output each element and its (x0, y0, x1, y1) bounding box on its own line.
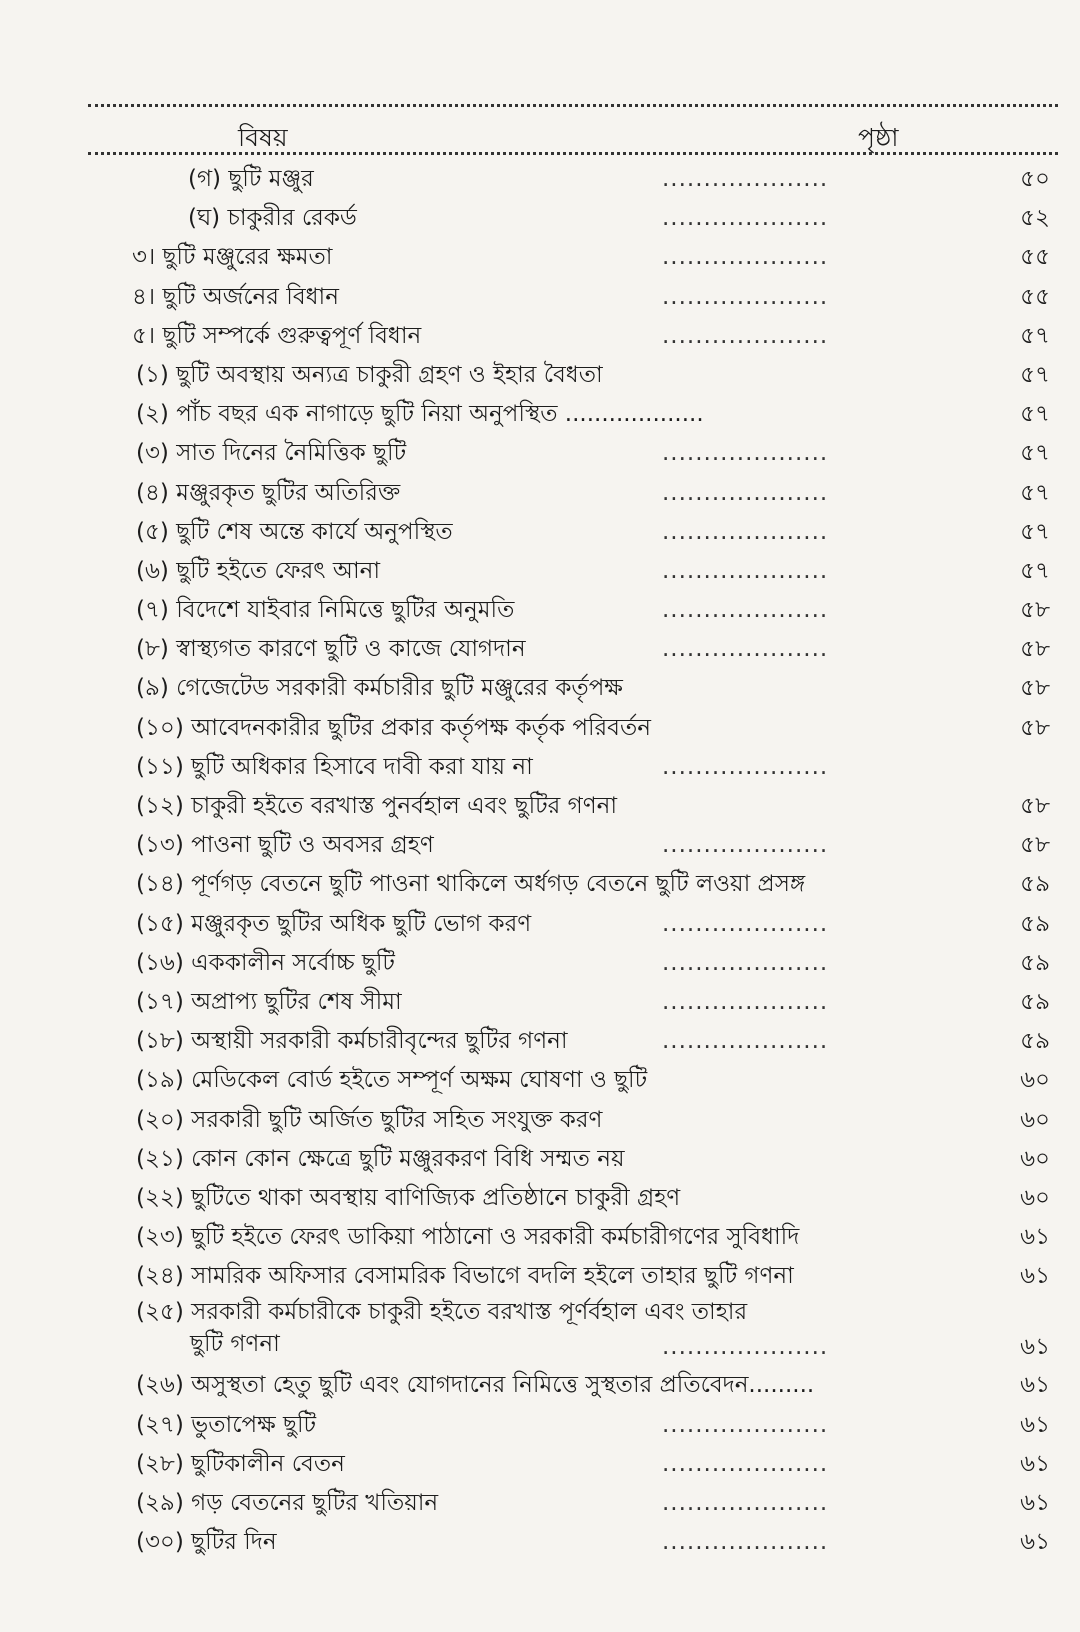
entry-page: ৬১ (1020, 1372, 1050, 1399)
entry-leader: .................... (662, 557, 829, 584)
toc-entry (0, 513, 1080, 552)
toc-entries (0, 160, 1080, 1562)
entry-label: (১৮) অস্থায়ী সরকারী কর্মচারীবৃন্দের ছুটির গণনা (136, 1028, 568, 1055)
entry-page: ৬১ (1020, 1529, 1050, 1556)
entry-leader: .................... (662, 479, 829, 506)
entry-page: ৫৯ (1020, 1028, 1050, 1055)
entry-leader: .................... (662, 1450, 829, 1477)
toc-entry (0, 238, 1080, 277)
entry-label: (৬) ছুটি হইতে ফেরৎ আনা (136, 557, 381, 584)
toc-entry (0, 865, 1080, 904)
entry-leader: .................... (662, 1028, 829, 1055)
toc-entry (0, 591, 1080, 630)
entry-label: (১৫) মঞ্জুরকৃত ছুটির অধিক ছুটি ভোগ করণ (136, 910, 532, 937)
entry-label: (১) ছুটি অবস্থায় অন্যত্র চাকুরী গ্রহণ ও ইহার বৈধতা (136, 361, 603, 388)
entry-page: ৫৮ (1020, 793, 1050, 819)
toc-entry (0, 278, 1080, 317)
entry-page: ৬১ (1020, 1490, 1050, 1516)
entry-leader: .................... (662, 753, 829, 780)
entry-label: ৫। ছুটি সম্পর্কে গুরুত্বপূর্ণ বিধান (132, 322, 422, 349)
entry-leader: .................... (662, 910, 829, 937)
entry-label: (৭) বিদেশে যাইবার নিমিত্তে ছুটির অনুমতি (136, 597, 515, 624)
entry-label: (৯) গেজেটেড সরকারী কর্মচারীর ছুটি মঞ্জুরের কর্তৃপক্ষ (136, 675, 623, 702)
toc-entry (0, 1061, 1080, 1100)
entry-page: ৬০ (1020, 1145, 1050, 1172)
entry-page: ৬০ (1020, 1184, 1050, 1211)
toc-entry (0, 1179, 1080, 1218)
toc-entry (0, 1140, 1080, 1179)
toc-entry (0, 905, 1080, 944)
toc-entry (0, 1296, 1080, 1366)
entry-label: (ঘ) চাকুরীর রেকর্ড (188, 205, 357, 232)
entry-page: ৫২ (1020, 205, 1050, 232)
entry-page: ৬১ (1020, 1450, 1050, 1477)
entry-leader: .................... (662, 832, 829, 859)
entry-page: ৫৯ (1020, 910, 1050, 937)
entry-page: ৫০ (1020, 166, 1050, 192)
entry-page: ৫৫ (1020, 283, 1050, 310)
entry-leader: .................... (662, 988, 829, 1015)
entry-page: ৬১ (1020, 1263, 1050, 1290)
toc-entry (0, 1484, 1080, 1523)
header-dotted-rule (88, 152, 1058, 155)
entry-label: (১৯) মেডিকেল বোর্ড হইতে সম্পূর্ণ অক্ষম ঘোষণা ও ছুটি (136, 1067, 648, 1094)
toc-entry (0, 317, 1080, 356)
toc-entry (0, 709, 1080, 748)
toc-entry (0, 199, 1080, 238)
toc-entry (0, 434, 1080, 473)
toc-entry (0, 1523, 1080, 1562)
entry-label: (২৩) ছুটি হইতে ফেরৎ ডাকিয়া পাঠানো ও সরকারী কর্মচারীগণের সুবিধাদি (136, 1224, 800, 1251)
entry-label: (৪) মঞ্জুরকৃত ছুটির অতিরিক্ত (136, 479, 401, 506)
entry-label: (২৮) ছুটিকালীন বেতন (136, 1450, 345, 1477)
toc-entry (0, 356, 1080, 395)
entry-page: ৫৮ (1020, 832, 1050, 859)
entry-label: (৫) ছুটি শেষ অন্তে কার্যে অনুপস্থিত (136, 518, 453, 545)
toc-entry (0, 552, 1080, 591)
entry-label: (২০) সরকারী ছুটি অর্জিত ছুটির সহিত সংযুক্ত করণ (136, 1106, 603, 1133)
entry-label: (২১) কোন কোন ক্ষেত্রে ছুটি মঞ্জুরকরণ বিধি সম্মত নয় (136, 1145, 625, 1172)
entry-leader: .................... (662, 1490, 829, 1516)
toc-entry (0, 474, 1080, 513)
entry-label-line2: ছুটি গণনা (190, 1331, 280, 1358)
entry-page: ৫৭ (1020, 322, 1050, 349)
entry-label: (৩০) ছুটির দিন (136, 1529, 277, 1556)
entry-page: ৬১ (1020, 1224, 1050, 1251)
entry-page: ৫৭ (1020, 557, 1050, 584)
entry-leader: .................... (662, 1334, 829, 1361)
entry-page: ৫৯ (1020, 949, 1050, 976)
entry-label: (২২) ছুটিতে থাকা অবস্থায় বাণিজ্যিক প্রতিষ্ঠানে চাকুরী গ্রহণ (136, 1184, 681, 1211)
entry-leader: .................... (662, 636, 829, 663)
toc-entry (0, 1101, 1080, 1140)
entry-label: (১৩) পাওনা ছুটি ও অবসর গ্রহণ (136, 832, 434, 859)
entry-leader: .................... (662, 244, 829, 271)
entry-page: ৫৫ (1020, 244, 1050, 271)
toc-entry (0, 1218, 1080, 1257)
entry-label: (১০) আবেদনকারীর ছুটির প্রকার কর্তৃপক্ষ কর্তৃক পরিবর্তন (136, 714, 651, 741)
entry-leader: .................... (662, 166, 829, 192)
toc-entry (0, 669, 1080, 708)
entry-leader: .................... (662, 1529, 829, 1556)
toc-entry (0, 826, 1080, 865)
toc-entry (0, 787, 1080, 826)
entry-label: (২৬) অসুস্থতা হেতু ছুটি এবং যোগদানের নিমিত্তে সুস্থতার প্রতিবেদন......... (136, 1372, 815, 1399)
entry-page: ৫৯ (1020, 988, 1050, 1015)
toc-entry (0, 160, 1080, 199)
entry-label: (২৪) সামরিক অফিসার বেসামরিক বিভাগে বদলি হইলে তাহার ছুটি গণনা (136, 1263, 794, 1290)
entry-page: ৫৮ (1020, 636, 1050, 663)
entry-page: ৫৭ (1020, 361, 1050, 388)
toc-entry (0, 1445, 1080, 1484)
toc-entry (0, 1257, 1080, 1296)
header-subject: বিষয় (238, 123, 288, 152)
toc-entry (0, 748, 1080, 787)
entry-label (136, 1296, 747, 1360)
entry-leader: .................... (662, 283, 829, 310)
entry-label: (৩) সাত দিনের নৈমিত্তিক ছুটি (136, 440, 407, 467)
toc-entry (0, 1406, 1080, 1445)
entry-leader: .................... (662, 322, 829, 349)
entry-leader: .................... (662, 949, 829, 976)
entry-page: ৫৭ (1020, 518, 1050, 545)
toc-entry (0, 1366, 1080, 1405)
entry-label: (২) পাঁচ বছর এক নাগাড়ে ছুটি নিয়া অনুপস্থিত ................... (136, 401, 704, 428)
entry-label: (১১) ছুটি অধিকার হিসাবে দাবী করা যায় না (136, 753, 533, 780)
top-dotted-rule (88, 104, 1058, 107)
toc-entry (0, 630, 1080, 669)
entry-page: ৫৮ (1020, 597, 1050, 624)
entry-label: (১৬) এককালীন সর্বোচ্চ ছুটি (136, 949, 395, 976)
entry-leader: .................... (662, 205, 829, 232)
entry-label: ৪। ছুটি অর্জনের বিধান (132, 283, 339, 310)
entry-page: ৫৭ (1020, 401, 1050, 428)
entry-page: ৫৯ (1020, 871, 1050, 898)
toc-entry (0, 395, 1080, 434)
header-page: পৃষ্ঠা (858, 123, 899, 152)
entry-label: (১২) চাকুরী হইতে বরখাস্ত পুনর্বহাল এবং ছুটির গণনা (136, 793, 618, 819)
entry-label: ৩। ছুটি মঞ্জুরের ক্ষমতা (132, 244, 333, 271)
entry-page: ৫৮ (1020, 714, 1050, 741)
entry-page: ৫৮ (1020, 675, 1050, 702)
entry-page: ৬১ (1020, 1334, 1050, 1361)
toc-entry (0, 1022, 1080, 1061)
entry-label: (২৭) ভুতাপেক্ষ ছুটি (136, 1411, 317, 1438)
entry-page: ৬০ (1020, 1106, 1050, 1133)
entry-leader: .................... (662, 1411, 829, 1438)
entry-leader: .................... (662, 440, 829, 467)
entry-label: (গ) ছুটি মঞ্জুর (188, 166, 314, 192)
entry-page: ৫৭ (1020, 479, 1050, 506)
entry-leader: .................... (662, 518, 829, 545)
entry-page: ৬১ (1020, 1411, 1050, 1438)
toc-entry (0, 944, 1080, 983)
entry-page: ৬০ (1020, 1067, 1050, 1094)
entry-leader: .................... (662, 597, 829, 624)
entry-label: (৮) স্বাস্থ্যগত কারণে ছুটি ও কাজে যোগদান (136, 636, 526, 663)
entry-label: (১৪) পূর্ণগড় বেতনে ছুটি পাওনা থাকিলে অর্ধগড় বেতনে ছুটি লওয়া প্রসঙ্গ (136, 871, 806, 898)
entry-label: (১৭) অপ্রাপ্য ছুটির শেষ সীমা (136, 988, 402, 1015)
entry-page: ৫৭ (1020, 440, 1050, 467)
entry-label: (২৯) গড় বেতনের ছুটির খতিয়ান (136, 1490, 439, 1516)
entry-label-line1: (২৫) সরকারী কর্মচারীকে চাকুরী হইতে বরখাস্ত পূর্ণর্বহাল এবং তাহার (136, 1299, 748, 1326)
toc-entry (0, 983, 1080, 1022)
